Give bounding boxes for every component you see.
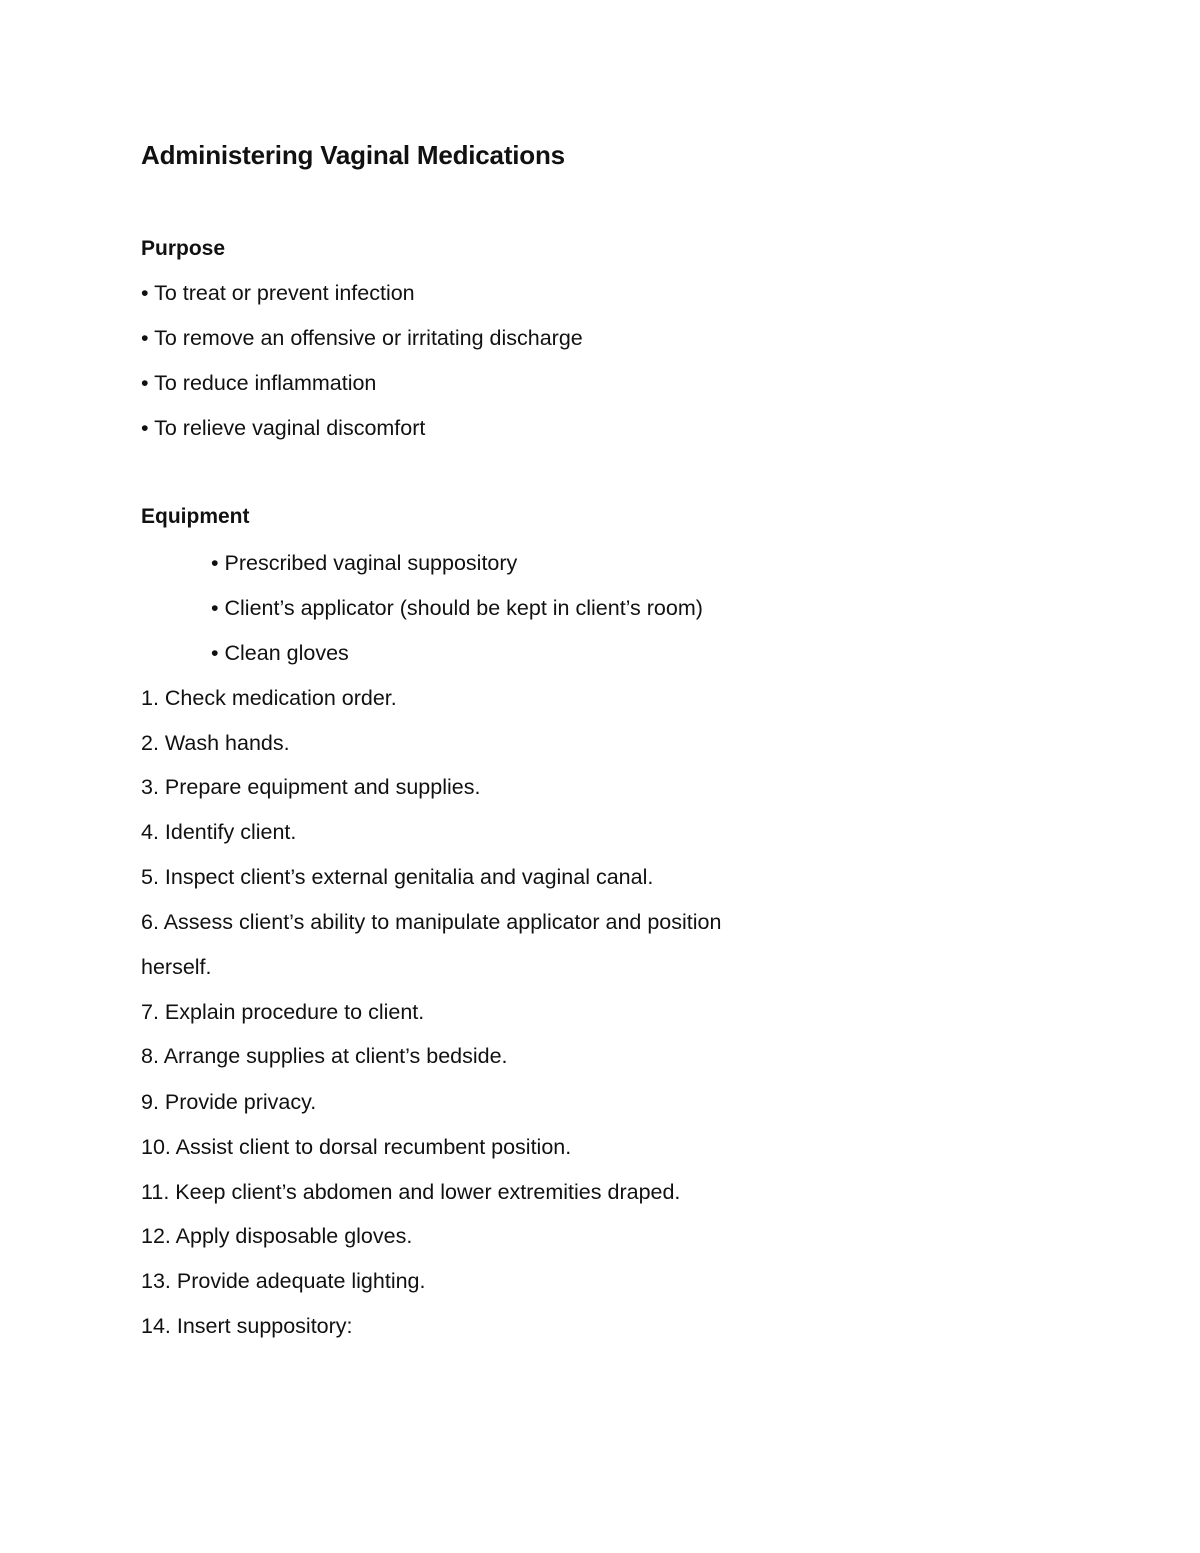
- equipment-item: • Prescribed vaginal suppository: [211, 551, 518, 575]
- procedure-step: 1. Check medication order.: [141, 686, 397, 710]
- procedure-step: 3. Prepare equipment and supplies.: [141, 775, 481, 799]
- procedure-step: 9. Provide privacy.: [141, 1090, 317, 1114]
- procedure-step-continuation: herself.: [141, 955, 212, 979]
- purpose-item: • To remove an offensive or irritating discharge: [141, 326, 583, 350]
- procedure-step: 4. Identify client.: [141, 820, 297, 844]
- procedure-step: 14. Insert suppository:: [141, 1314, 353, 1338]
- purpose-item: • To reduce inflammation: [141, 371, 377, 395]
- procedure-step: 7. Explain procedure to client.: [141, 1000, 425, 1024]
- procedure-step: 5. Inspect client’s external genitalia and vaginal canal.: [141, 865, 654, 889]
- purpose-heading: Purpose: [141, 237, 226, 260]
- procedure-step: 10. Assist client to dorsal recumbent position.: [141, 1135, 572, 1159]
- procedure-step: 6. Assess client’s ability to manipulate applicator and position: [141, 910, 722, 934]
- procedure-step: 11. Keep client’s abdomen and lower extremities draped.: [141, 1180, 681, 1204]
- procedure-step: 2. Wash hands.: [141, 731, 290, 755]
- procedure-step: 13. Provide adequate lighting.: [141, 1269, 426, 1293]
- equipment-item: • Client’s applicator (should be kept in client’s room): [211, 596, 703, 620]
- equipment-heading: Equipment: [141, 505, 250, 528]
- procedure-step: 12. Apply disposable gloves.: [141, 1224, 413, 1248]
- procedure-step: 8. Arrange supplies at client’s bedside.: [141, 1044, 508, 1068]
- purpose-item: • To treat or prevent infection: [141, 281, 415, 305]
- purpose-item: • To relieve vaginal discomfort: [141, 416, 426, 440]
- equipment-item: • Clean gloves: [211, 641, 349, 665]
- document-title: Administering Vaginal Medications: [141, 140, 565, 170]
